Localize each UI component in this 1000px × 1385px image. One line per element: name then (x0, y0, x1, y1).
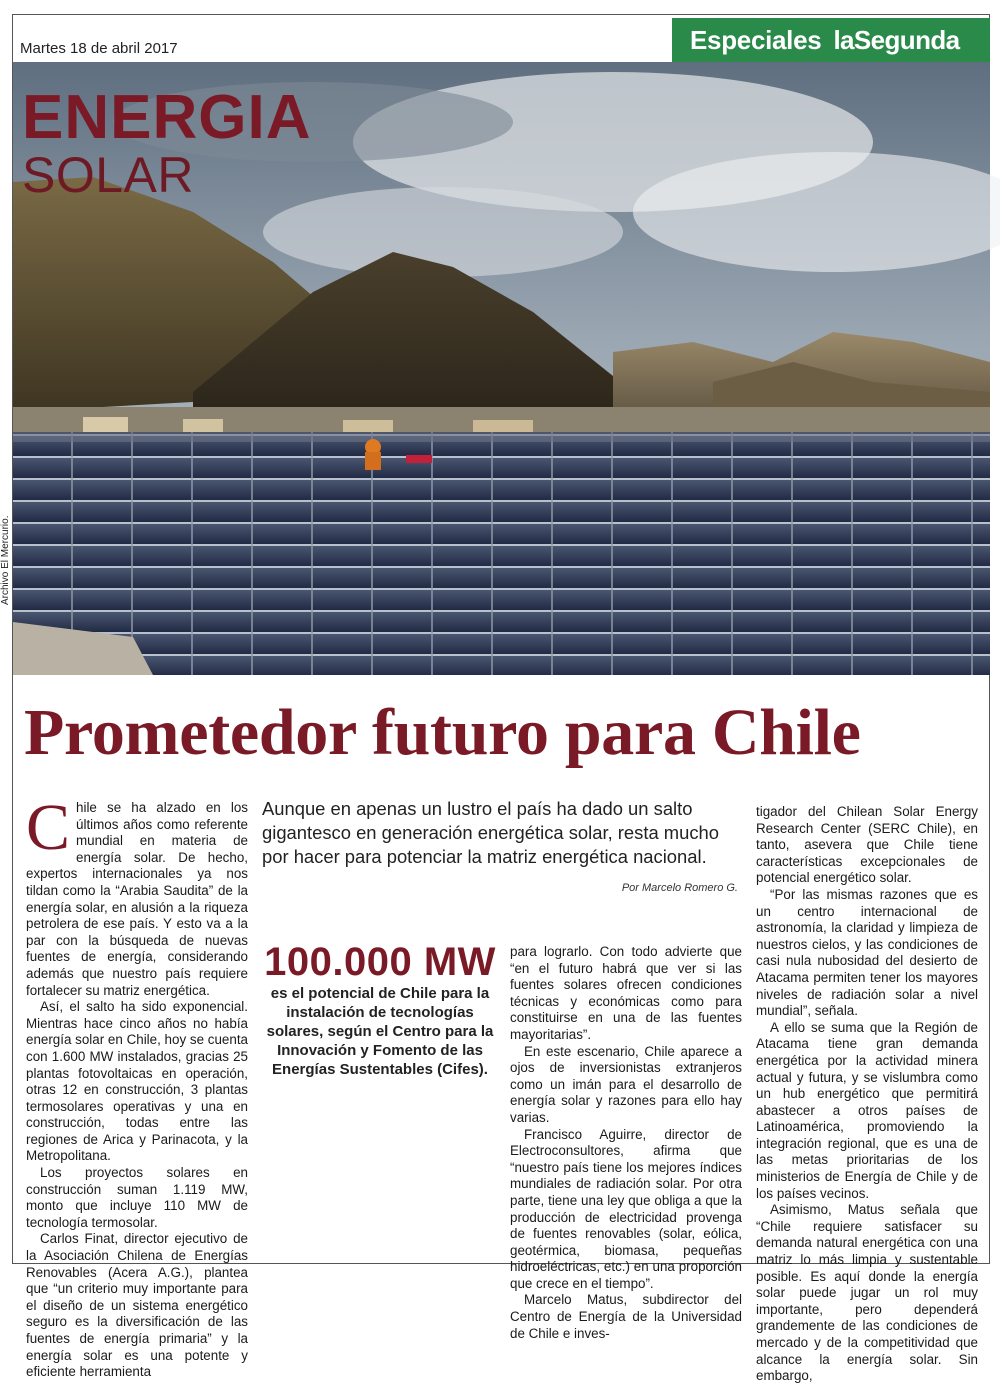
highlight-text: es el potencial de Chile para la instalación de tecnologías solares, según el Centro para la Innovación y Fomento de las Energías Sustentables (Cifes). (266, 985, 494, 1078)
article-paragraph: Asimismo, Matus señala que “Chile requiere satisfacer su demanda natural energética con una matriz lo más limpia y sustentable posible. Es aquí donde la energía solar puede jugar un rol muy importante, pero dependerá grandemente de las condiciones de mercado y de la competitividad que alcance la energía solar. Sin embargo, (756, 1202, 978, 1384)
article-column-4 (756, 804, 978, 1385)
section-label: Especiales (690, 24, 822, 55)
article-paragraph: A ello se suma que la Región de Atacama tiene gran demanda energética por la actividad minera actual y futura, y se vislumbra como un hub energético que permitirá abastecer a otros países de Latinoamérica, promoviendo la integración regional, que es una de las metas prioritarias de los ministerios de Energía de Chile y de los países vecinos. (756, 1019, 978, 1201)
brand-logo: laSegunda (833, 24, 960, 55)
highlight-number: 100.000 MW (264, 940, 496, 984)
kicker-title: ENERGIA (22, 83, 312, 152)
article-paragraph: Así, el salto ha sido exponencial. Mientras hace cinco años no había energía solar en Chile, hoy se cuenta con 1.600 MW instalados, gracias 25 plantas fotovoltaicas en operación, otras 12 en construcción, 3 plantas termosolares operativas y una en construcción, todas entre las regiones de Arica y Parinacota, y la Metropolitana. (26, 999, 248, 1164)
article-headline: Prometedor futuro para Chile (24, 696, 861, 769)
drop-cap: C (26, 791, 71, 864)
issue-date: Martes 18 de abril 2017 (20, 40, 178, 57)
article-lede: Aunque en apenas un lustro el país ha dado un salto gigantesco en generación energética solar, resta mucho por hacer para potenciar la matriz energética nacional. (262, 798, 719, 867)
kicker-subtitle: SOLAR (22, 147, 195, 203)
article-byline: Por Marcelo Romero G. (621, 882, 738, 894)
section-banner[interactable] (672, 18, 990, 62)
article-paragraph: Francisco Aguirre, director de Electroconsultores, afirma que “nuestro país tiene los mejores índices mundiales de radiación solar. Por otra parte, tiene una ley que obliga a que la producción de electricidad provenga de fuentes renovables (solar, eólica, geotérmica, biomasa, pequeñas hidroeléctricas, etc.) en una proporción que crece en el tiempo”. (510, 1126, 742, 1291)
article-column-3 (510, 944, 742, 1342)
photo-credit: Archivo El Mercurio. (0, 515, 11, 605)
article-paragraph: Los proyectos solares en construcción suman 1.119 MW, monto que incluye 110 MW de tecnología termosolar. (26, 1165, 248, 1230)
article-paragraph: En este escenario, Chile aparece a ojos de inversionistas extranjeros como un imán para el desarrollo de energía solar y razones para ello hay varias. (510, 1043, 742, 1125)
article-paragraph: para lograrlo. Con todo advierte que “en el futuro habrá que ver si las fuentes solares ofrecen condiciones técnicas y económicas como para constituirse en una de las fuentes mayoritarias”. (510, 944, 742, 1042)
article-column-1 (26, 791, 248, 1381)
article-paragraph: Carlos Finat, director ejecutivo de la Asociación Chilena de Energías Renovables (Acera A.G.), plantea que “un criterio muy importante para el diseño de un sistema energético seguro es la diversificación de las fuentes de energía primaria” y la energía solar es una potente y eficiente herramienta (26, 1231, 248, 1380)
article-paragraph: Marcelo Matus, subdirector del Centro de Energía de la Universidad de Chile e inves- (510, 1292, 742, 1341)
article-paragraph: Chile se ha alzado en los últimos años como referente mundial en materia de energía solar. De hecho, expertos internacionales ya nos tildan como la “Arabia Saudita” de la energía solar, en alusión a la riqueza petrolera de ese país. Y esto va a la par con la búsqueda de nuevas fuentes de energía, considerando además que nuestro país requiere fortalecer su matriz energética. (26, 791, 248, 998)
article-paragraph: tigador del Chilean Solar Energy Research Center (SERC Chile), en tanto, asevera que Chile tiene características excepcionales de potencial energético solar. (756, 804, 978, 886)
article-paragraph: “Por las mismas razones que es un centro internacional de astronomía, la claridad y limpieza de nuestros cielos, y las condiciones de casi nula nubosidad del desierto de Atacama permiten tener los mayores niveles de radiación solar a nivel mundial”, señala. (756, 886, 978, 1019)
